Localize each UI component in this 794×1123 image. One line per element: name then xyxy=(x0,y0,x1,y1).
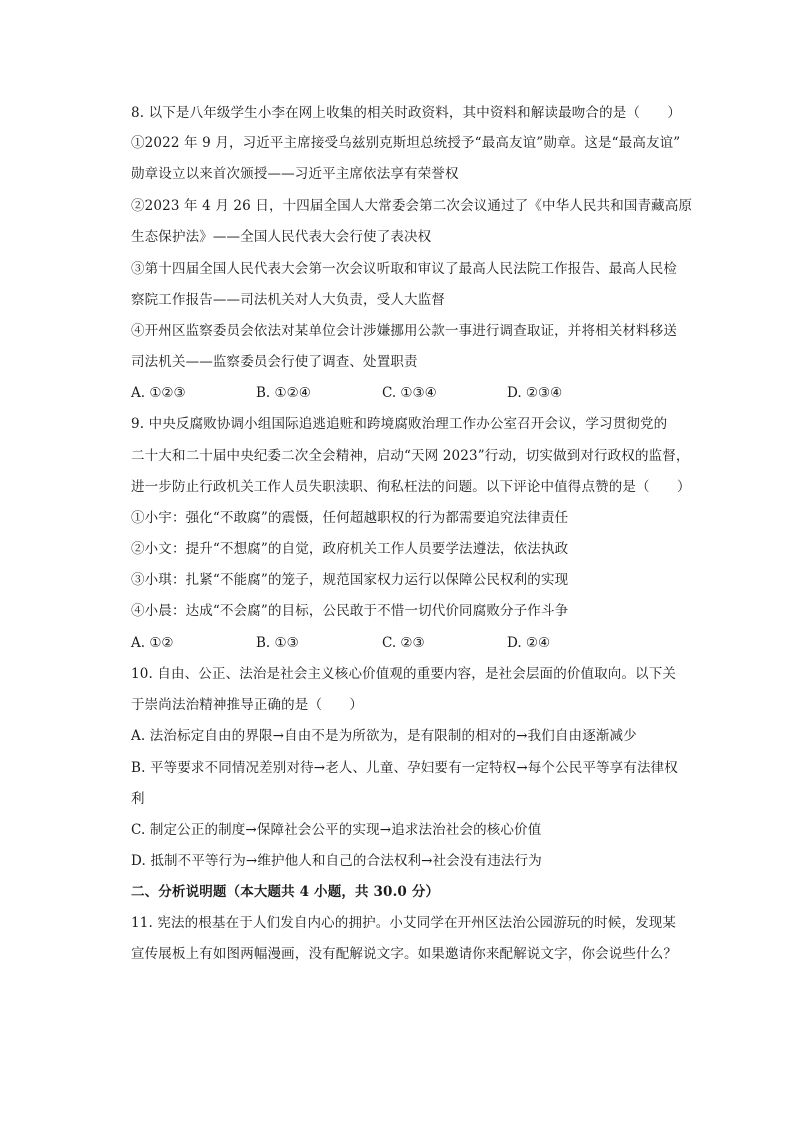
q9-item3: ③小琪：扎紧“不能腐”的笼子，规范国家权力运行以保障公民权利的实现 xyxy=(131,572,569,588)
q10-stem-line2: 于崇尚法治精神推导正确的是（ ） xyxy=(131,697,364,713)
q9-choice-d: D. ②④ xyxy=(507,635,551,651)
q8-item1-line2: 勋章设立以来首次颁授——习近平主席依法享有荣誉权 xyxy=(131,166,459,182)
q9-choice-b: B. ①③ xyxy=(256,635,299,651)
q8-choice-a: A. ①②③ xyxy=(131,385,186,401)
section2-heading: 二、分析说明题（本大题共 4 小题，共 30.0 分） xyxy=(131,884,440,900)
q8-choice-b: B. ①②④ xyxy=(256,385,311,401)
q9-item1: ①小宇：强化“不敢腐”的震慑，任何超越职权的行为都需要追究法律责任 xyxy=(131,510,569,526)
q9-choices xyxy=(131,633,701,653)
q9-stem-line3: 进一步防止行政机关工作人员失职渎职、徇私枉法的问题。以下评论中值得点赞的是（ ） xyxy=(131,479,691,495)
q11-stem-line1: 11. 宪法的根基在于人们发自内心的拥护。小艾同学在开州区法治公园游玩的时候，发现某 xyxy=(131,915,677,931)
q9-item4: ④小晨：达成“不会腐”的目标，公民敢于不惜一切代价同腐败分子作斗争 xyxy=(131,603,569,619)
q8-item1-line1: ①2022 年 9 月，习近平主席接受乌兹别克斯坦总统授予“最高友谊”勋章。这是“最高友谊” xyxy=(131,135,681,151)
q8-item3-line1: ③第十四届全国人民代表大会第一次会议听取和审议了最高人民法院工作报告、最高人民检 xyxy=(131,261,677,277)
q8-item4-line1: ④开州区监察委员会依法对某单位会计涉嫌挪用公款一事进行调查取证，并将相关材料移送 xyxy=(131,323,677,339)
q8-choice-c: C. ①③④ xyxy=(382,385,437,401)
q9-stem-line1: 9. 中央反腐败协调小组国际追逃追赃和跨境腐败治理工作办公室召开会议，学习贯彻党的 xyxy=(131,416,668,432)
q8-stem: 8. 以下是八年级学生小李在网上收集的相关时政资料，其中资料和解读最吻合的是（ ） xyxy=(131,105,681,121)
q8-item2-line2: 生态保护法》——全国人民代表大会行使了表决权 xyxy=(131,229,432,245)
q8-choice-d: D. ②③④ xyxy=(507,385,563,401)
q11-stem-line2: 宣传展板上有如图两幅漫画，没有配解说文字。如果邀请你来配解说文字，你会说些什么？ xyxy=(131,946,677,962)
q8-item3-line2: 察院工作报告——司法机关对人大负责，受人大监督 xyxy=(131,292,445,308)
q9-choice-a: A. ①② xyxy=(131,635,174,651)
q10-option-a: A. 法治标定自由的界限→自由不是为所欲为，是有限制的相对的→我们自由逐渐减少 xyxy=(131,728,637,744)
q8-choices xyxy=(131,383,701,403)
q8-item4-line2: 司法机关——监察委员会行使了调查、处置职责 xyxy=(131,354,418,370)
q9-choice-c: C. ②③ xyxy=(382,635,425,651)
q10-option-b-line1: B. 平等要求不同情况差别对待→老人、儿童、孕妇要有一定特权→每个公民平等享有法律权 xyxy=(131,760,678,776)
q9-stem-line2: 二十大和二十届中央纪委二次全会精神，启动“天网 2023”行动，切实做到对行政权的监督， xyxy=(131,448,690,464)
q9-item2: ②小文：提升“不想腐”的自觉，政府机关工作人员要学法遵法，依法执政 xyxy=(131,541,569,557)
q10-option-c: C. 制定公正的制度→保障社会公平的实现→追求法治社会的核心价值 xyxy=(131,822,542,838)
q10-stem-line1: 10. 自由、公正、法治是社会主义核心价值观的重要内容，是社会层面的价值取向。以下关 xyxy=(131,666,677,682)
q10-option-d: D. 抵制不平等行为→维护他人和自己的合法权利→社会没有违法行为 xyxy=(131,853,542,869)
q10-option-b-line2: 利 xyxy=(131,791,145,807)
q8-item2-line1: ②2023 年 4 月 26 日，十四届全国人大常委会第二次会议通过了《中华人民共和国青藏高原 xyxy=(131,198,693,214)
